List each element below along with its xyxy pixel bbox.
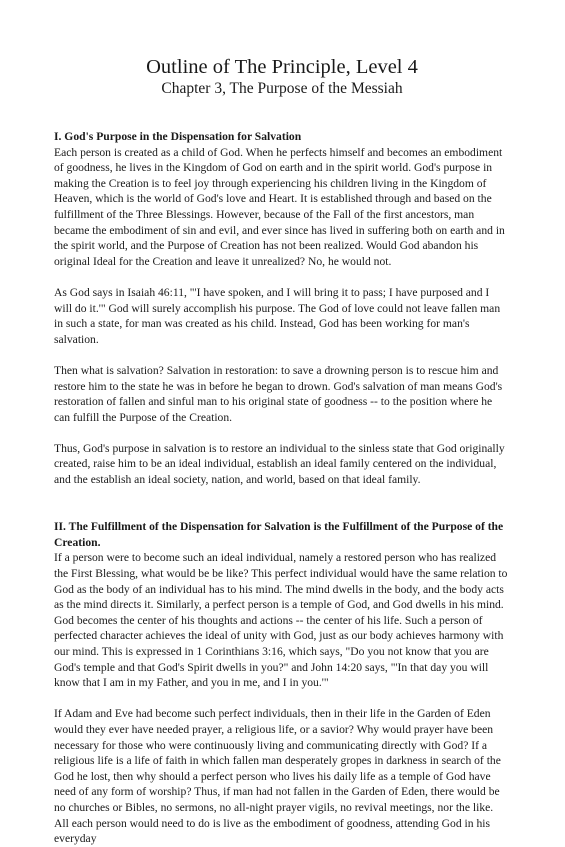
section-2: [54, 519, 510, 846]
section-spacer: [54, 503, 510, 519]
section-heading: I. God's Purpose in the Dispensation for Salvation: [54, 130, 302, 143]
paragraph: If Adam and Eve had become such perfect individuals, then in their life in the Garden of Eden would they ever have needed prayer, a religious life, or a savior? Why would prayer have been necessary for those who were continuously living and communicating directly with God? If a religious life is a life of faith in which fallen man desperately gropes in darkness in search of the God he lost, then why should a perfect person who lives his daily life as a temple of God have need of any form of worship? Thus, if man had not fallen in the Garden of Eden, there would be no churches or Bibles, no sermons, no all-night prayer vigils, no revival meetings, nor the like. All each person would need to do is live as the embodiment of goodness, attending God in his everyday: [54, 707, 501, 846]
document-subtitle: Chapter 3, The Purpose of the Messiah: [161, 80, 403, 97]
document-title: Outline of The Principle, Level 4: [146, 56, 418, 78]
paragraph: Thus, God's purpose in salvation is to restore an individual to the sinless state that God originally created, raise him to be an ideal individual, establish an ideal family centered on the individual, and the establish an ideal society, nation, and world, based on that ideal family.: [54, 441, 505, 487]
paragraph: As God says in Isaiah 46:11, "'I have spoken, and I will bring it to pass; I have purposed and I will do it.'" God will surely accomplish his purpose. The God of love could not leave fallen man in such a state, for man was created as his child. Instead, God has been working for man's salvation.: [54, 285, 501, 346]
paragraph: If a person were to become such an ideal individual, namely a restored person who has realized the First Blessing, what would be be like? This perfect individual would have the same relation to God as the body of an individual has to his mind. The mind dwells in the body, and the body acts as the mind directs it. Similarly, a perfect person is a temple of God, and God dwells in his mind. God becomes the center of his thoughts and actions -- the center of his life. Such a person of perfected character achieves the ideal of unity with God, just as our body achieves harmony with our mind. This is expressed in 1 Corinthians 3:16, which says, "Do you not know that you are God's temple and that God's Spirit dwells in you?" and John 14:20 says, "'In that day you will know that I am in my Father, and you in me, and I in you.'": [54, 551, 508, 690]
paragraph: Each person is created as a child of God. When he perfects himself and becomes an embodiment of goodness, he lives in the Kingdom of God on earth and in the spirit world. God's purpose in making the Creation is to feel joy through experiencing his children living in the Kingdom of Heaven, which is the world of God's love and Heart. It is established through and based on the fulfillment of the Three Blessings. However, because of the Fall of the first ancestors, man became the embodiment of sin and evil, and ever since has lived in suffering both on earth and in the spirit world, and the Purpose of Creation has not been realized. Would God abandon his original Ideal for the Creation and leave it unrealized? No, he would not.: [54, 145, 505, 268]
section-1: [54, 129, 510, 488]
paragraph: Then what is salvation? Salvation in restoration: to save a drowning person is to rescue him and restore him to the state he was in before he began to drown. God's salvation of man means God's restoration of fallen and sinful man to his original state of goodness -- to the position where he can fulfill the Purpose of the Creation.: [54, 363, 503, 424]
section-heading: II. The Fulfillment of the Dispensation for Salvation is the Fulfillment of the Purpose of the Creation.: [54, 520, 504, 549]
